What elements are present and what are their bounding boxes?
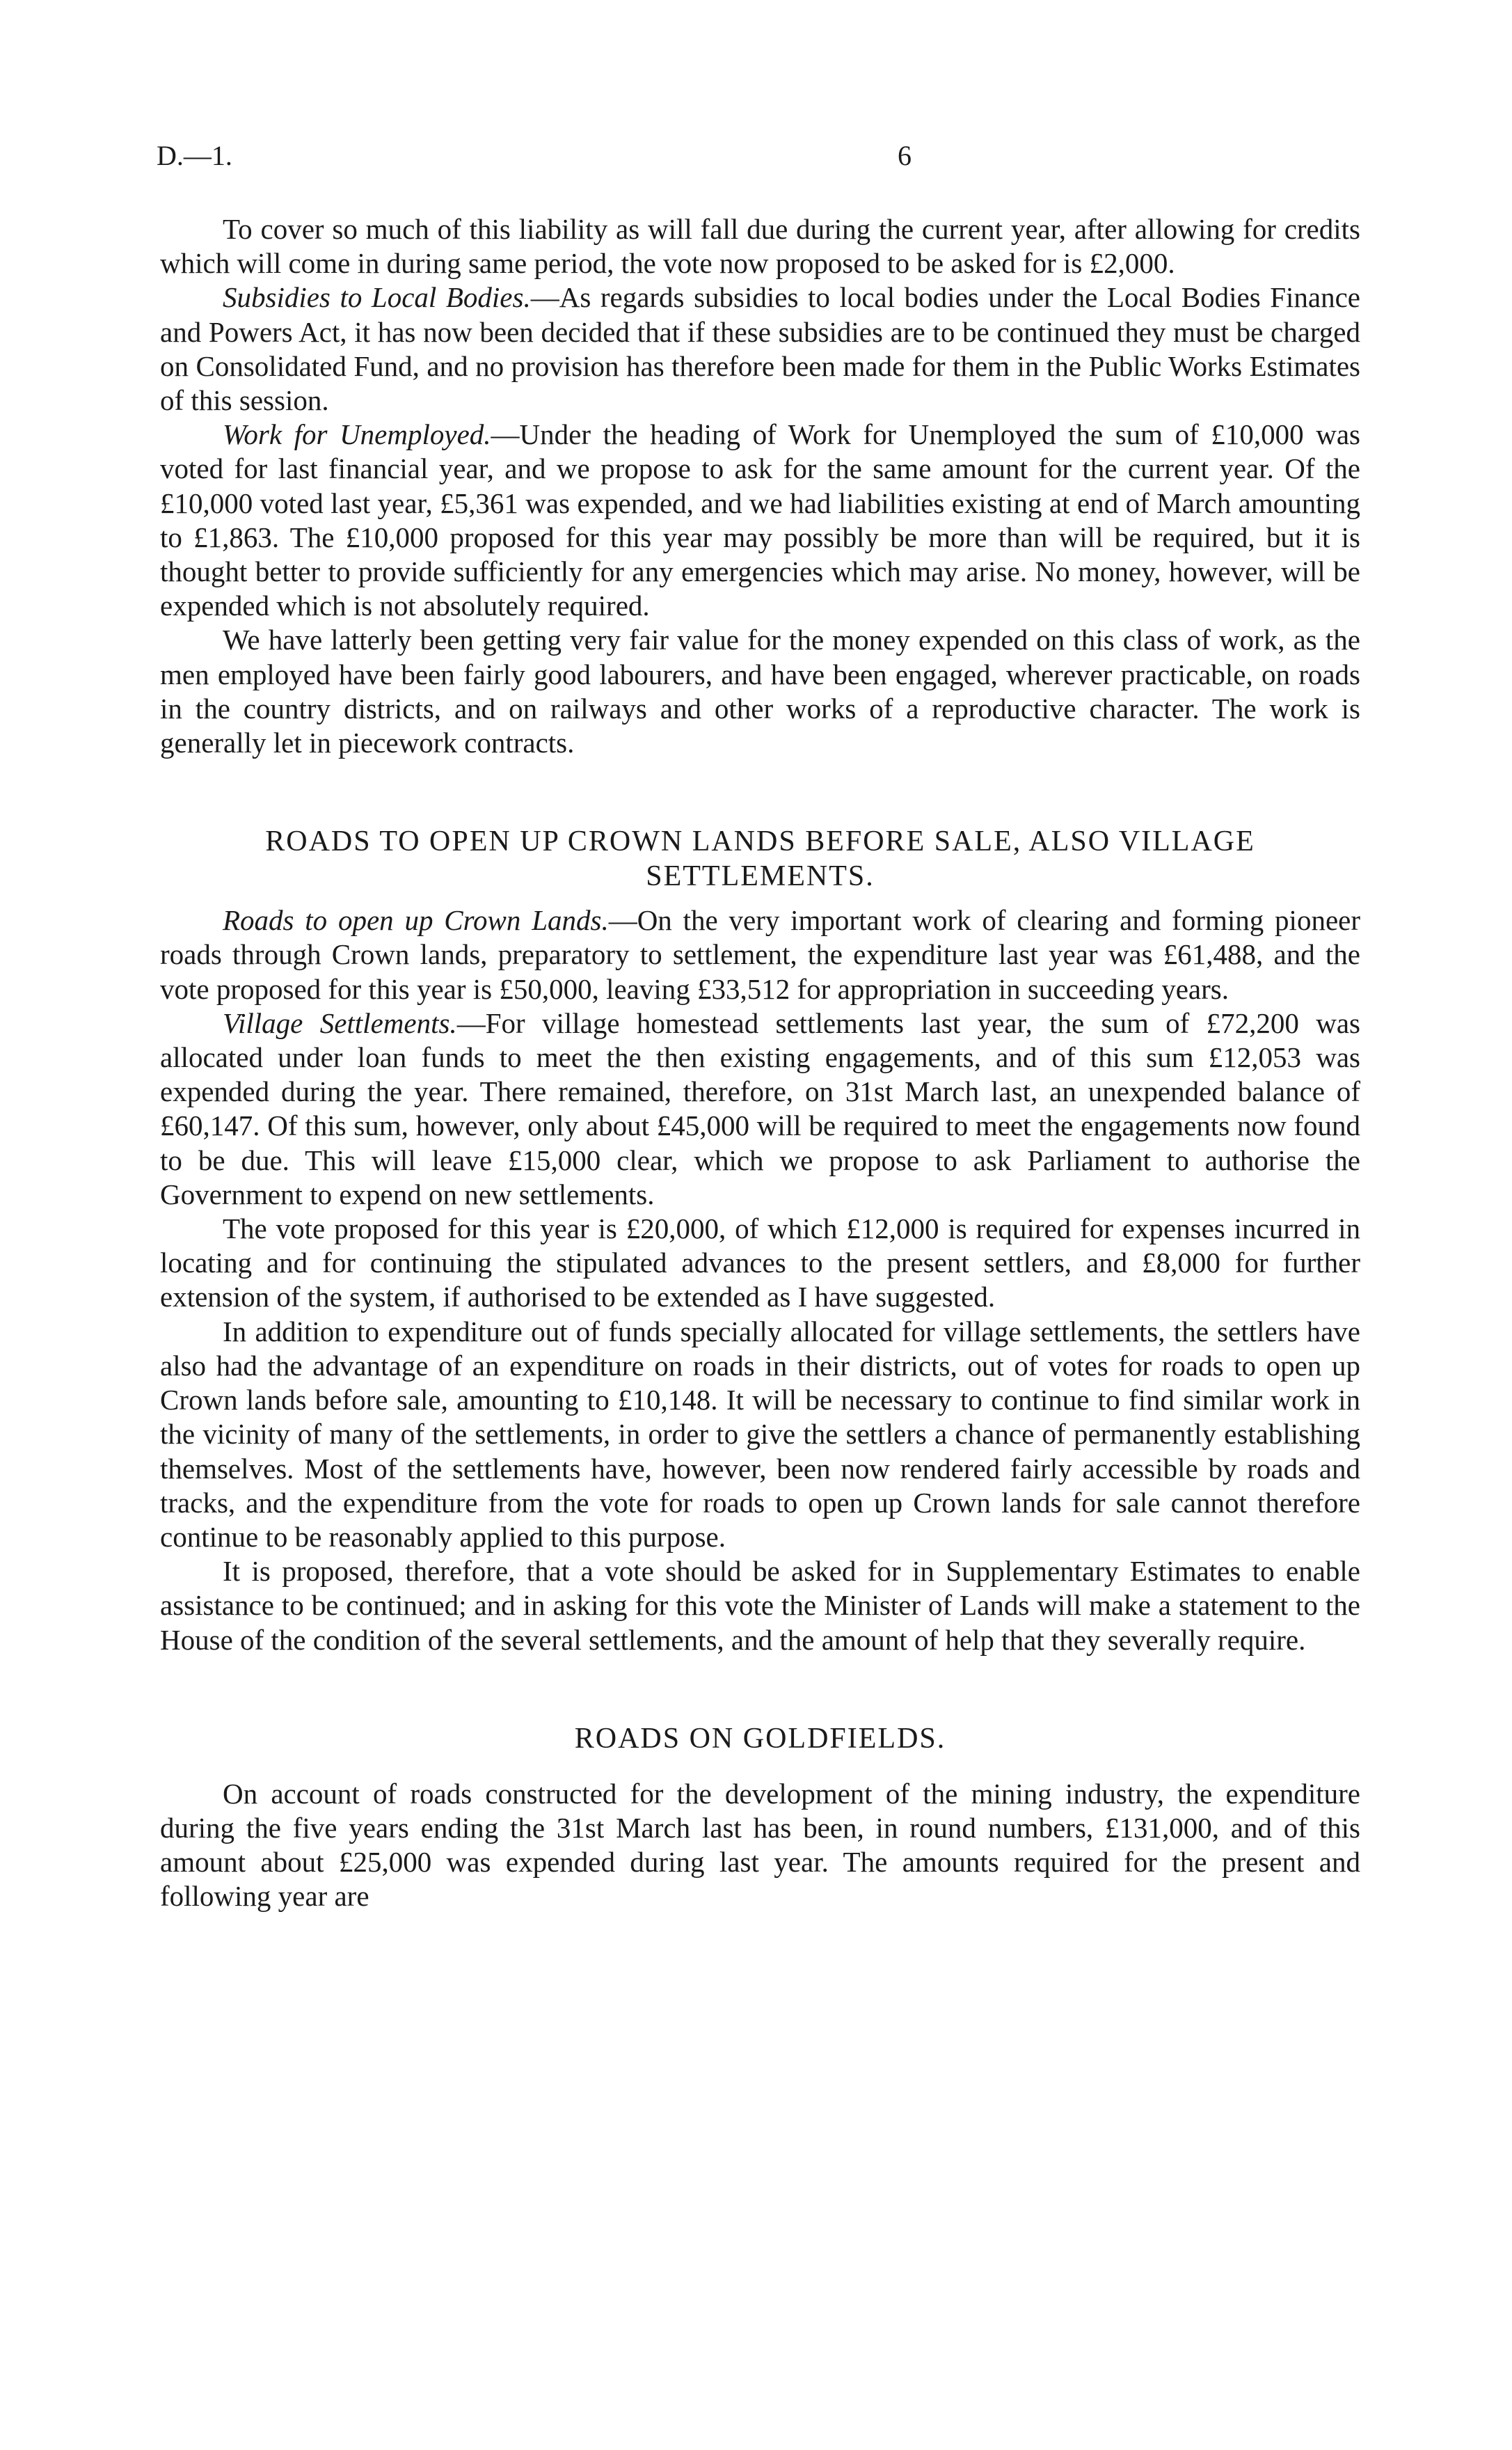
paragraph-text: It is proposed, therefore, that a vote should be asked for in Supplementary Estimates to enable assistance to be continued; and in asking for this vote the Minister of Lands will make a statement to the House of the condition of the several settlements, and the amount of help that they severally require. <box>160 1555 1360 1656</box>
paragraph-text: On account of roads constructed for the development of the mining industry, the expenditure during the five years ending the 31st March last has been, in round numbers, £131,000, and of this amount about £25,000 was expended during last year. The amounts required for the present and following year are <box>160 1777 1360 1913</box>
paragraph-text: In addition to expenditure out of funds specially allocated for village settlements, the settlers have also had the advantage of an expenditure on roads in their districts, out of votes for roads to open up Crown lands before sale, amounting to £10,148. It will be necessary to continue to find similar work in the vicinity of many of the settlements, in order to give the settlers a chance of permanently establishing themselves. Most of the settlements have, however, been now rendered fairly accessible by roads and tracks, and the expenditure from the vote for roads to open up Crown lands for sale cannot therefore continue to be reasonably applied to this purpose. <box>160 1315 1360 1553</box>
paragraph-text: We have latterly been getting very fair value for the money expended on this class of work, as the men employed have been fairly good labourers, and have been engaged, wherever practicable, on roads in the country districts, and on railways and other works of a reproductive character. The work is generally let in piecework contracts. <box>160 624 1360 759</box>
paragraph-vote-proposed <box>160 1212 1360 1315</box>
paragraph-subsidies <box>160 280 1360 418</box>
paragraph-fair-value <box>160 623 1360 760</box>
body-text <box>160 212 1360 1914</box>
paragraph-lead-roads-crown-lands: Roads to open up Crown Lands. <box>223 904 609 937</box>
paragraph-text: —For village homestead settlements last year, the sum of £72,200 was allocated under loan funds to meet the then existing engagements, and of this sum £12,053 was expended during the year. There remained, therefore, on 31st March last, an unexpended balance of £60,147. Of this sum, however, only about £45,000 will be required to meet the engagements now found to be due. This will leave £15,000 clear, which we propose to ask Parliament to authorise the Government to expend on new settlements. <box>160 1006 1360 1210</box>
section-heading-goldfields: ROADS ON GOLDFIELDS. <box>574 1722 946 1755</box>
paragraph-supplementary-estimates <box>160 1554 1360 1657</box>
paragraph-text: —On the very important work of clearing and forming pioneer roads through Crown lands, preparatory to settlement, the expenditure last year was £61,488, and the vote proposed for this year is £50,000, leaving £33,512 for appropriation in succeeding years. <box>160 904 1360 1005</box>
paragraph-text: The vote proposed for this year is £20,000, of which £12,000 is required for expenses incurred in locating and for continuing the stipulated advances to the present settlers, and £8,000 for further extension of the system, if authorised to be extended as I have suggested. <box>160 1212 1360 1313</box>
paragraph-lead-village-settlements: Village Settlements. <box>223 1006 457 1039</box>
paragraph-roads-crown-lands <box>160 903 1360 1006</box>
paragraph-work-unemployed <box>160 418 1360 623</box>
running-header <box>157 139 1360 181</box>
paragraph-text: —As regards subsidies to local bodies under the Local Bodies Finance and Powers Act, it has now been decided that if these subsidies are to be continued they must be charged on Consolidated Fund, and no provision has therefore been made for them in the Public Works Estimates of this session. <box>160 281 1360 417</box>
paragraph-goldfields-roads <box>160 1777 1360 1914</box>
paragraph-text: —Under the heading of Work for Unemployed the sum of £10,000 was voted for last financial year, and we propose to ask for the same amount for the current year. Of the £10,000 voted last year, £5,361 was expended, and we had liabilities existing at end of March amounting to £1,863. The £10,000 proposed for this year may possibly be more than will be required, but it is thought better to provide sufficiently for any emergencies which may arise. No money, however, will be expended which is not absolutely required. <box>160 418 1361 622</box>
paragraph-lead-subsidies: Subsidies to Local Bodies. <box>223 281 531 314</box>
paragraph-additional-expenditure <box>160 1315 1360 1554</box>
section-heading-crown-lands: ROADS TO OPEN UP CROWN LANDS BEFORE SALE, ALSO VILLAGE SETTLEMENTS. <box>265 825 1255 893</box>
paragraph-liability <box>160 212 1360 280</box>
document-code: D.—1. <box>157 140 232 171</box>
paragraph-village-settlements <box>160 1006 1360 1212</box>
paragraph-text: To cover so much of this liability as will fall due during the current year, after allowing for credits which will come in during same period, the vote now proposed to be asked for is £2,000. <box>160 213 1360 280</box>
paragraph-lead-work-unemployed: Work for Unemployed. <box>223 418 491 451</box>
page-number: 6 <box>898 140 912 171</box>
